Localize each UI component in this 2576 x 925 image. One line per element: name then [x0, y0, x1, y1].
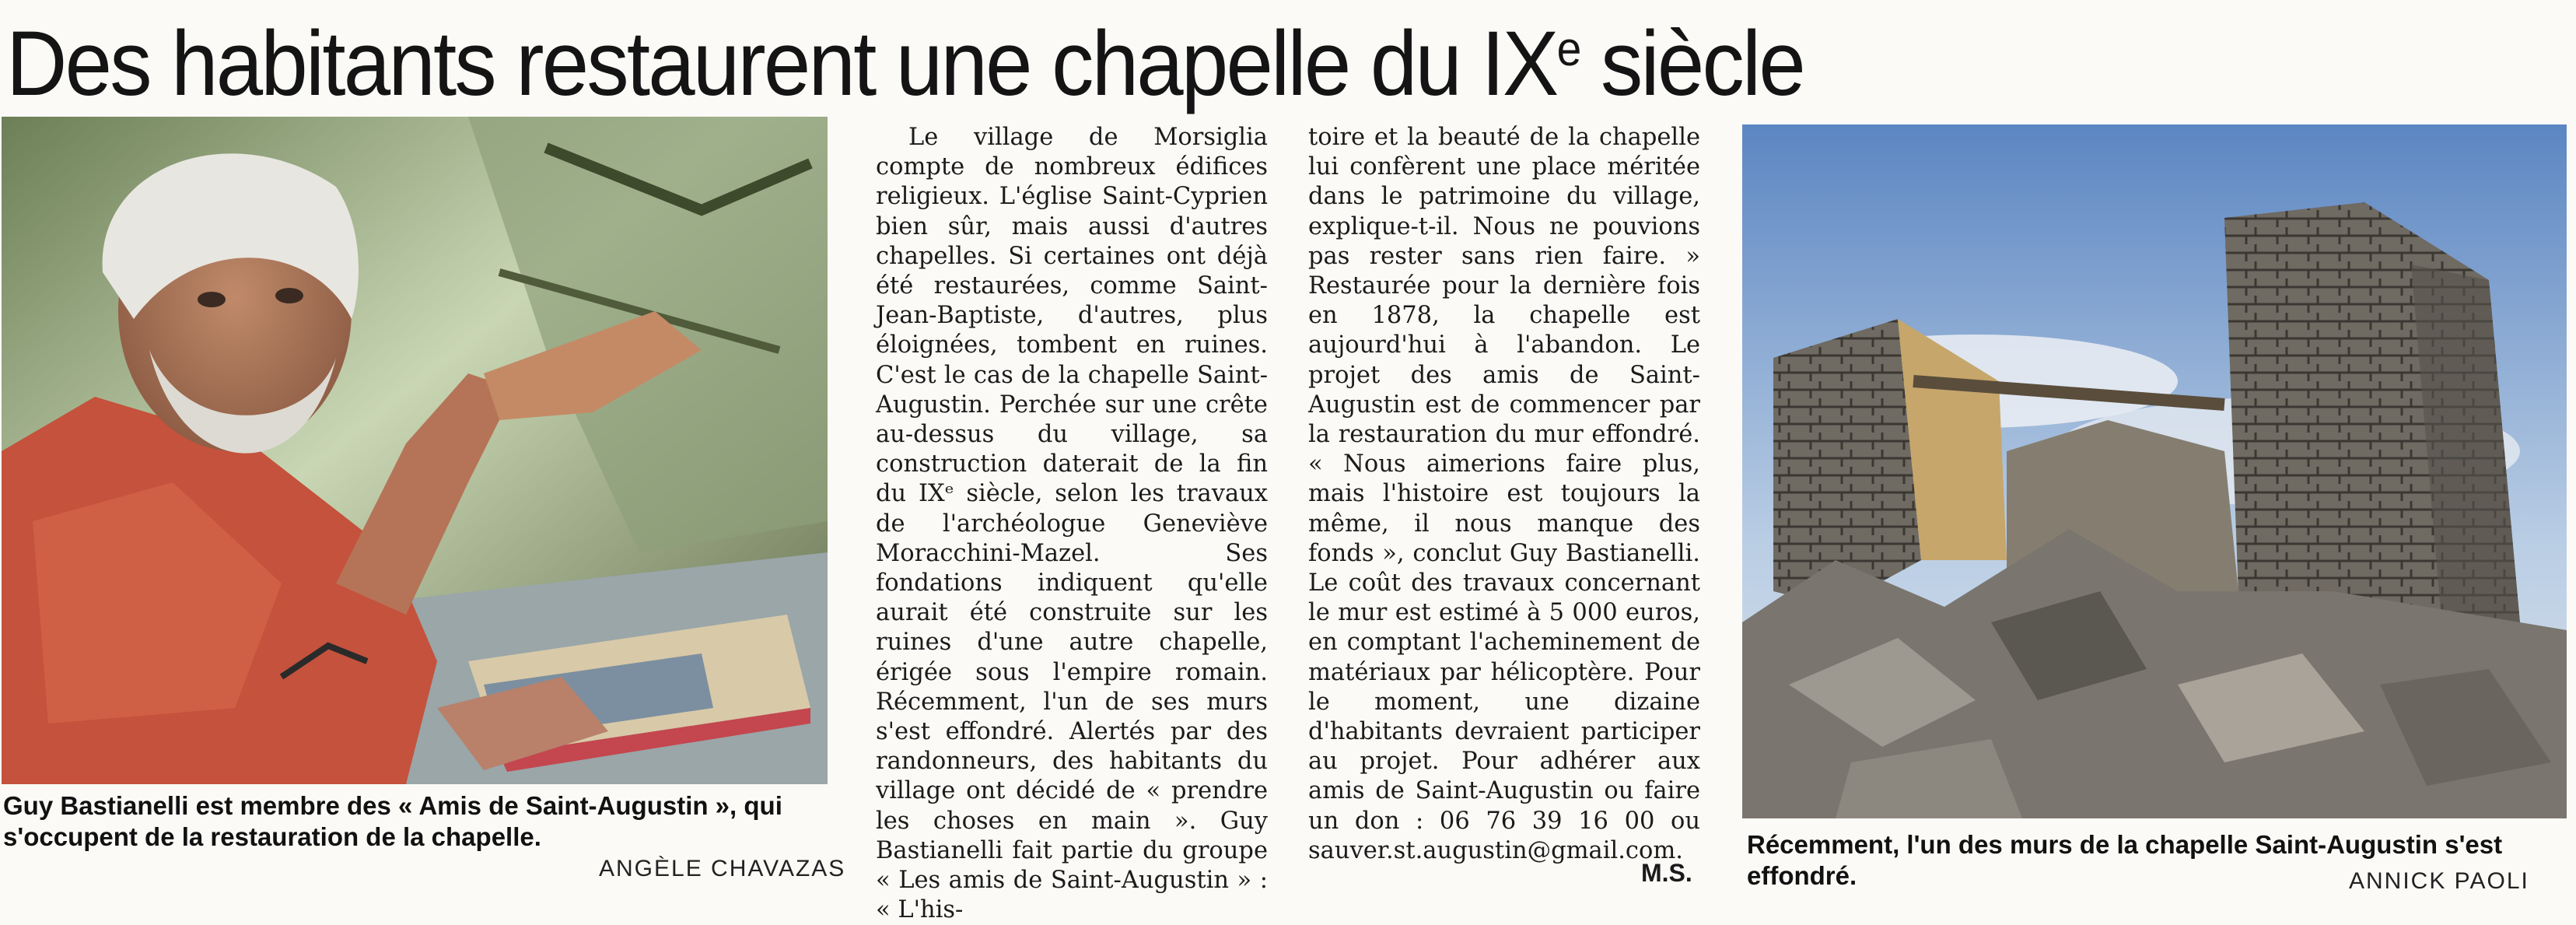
- headline-superscript: e: [1556, 23, 1580, 76]
- caption-right: Récemment, l'un des murs de la chapelle Saint-Augustin s'est effondré.: [1747, 830, 2503, 890]
- photo-credit-right: ANNICK PAOLI: [2349, 868, 2529, 894]
- article-text-col1: Le village de Morsiglia compte de nombreux édifices religieux. L'église Saint-Cyprien bien sûr, mais aussi d'autres chapelles. Si certaines ont déjà été restaurées, comme Saint-Jean-Baptiste, d'autres, plus éloignées, tombent en ruines. C'est le cas de la chapelle Saint-Augustin. Perchée sur une crête au-dessus du village, sa construction daterait de la fin du IXᵉ siècle, selon les travaux de l'archéologue Geneviève Moracchini-Mazel. Ses fondations indiquent qu'elle aurait été construite sur les ruines d'une autre chapelle, érigée sous l'empire romain. Récemment, l'un de ses murs s'est effondré. Alertés par des randonneurs, des habitants du village ont décidé de « prendre les choses en main ». Guy Bastianelli fait partie du groupe « Les amis de Saint-Augustin » : « L'his-: [876, 124, 1268, 924]
- article-text-col2: toire et la beauté de la chapelle lui confèrent une place méritée dans le patrimoine du village, explique-t-il. Nous ne pouvions pas rester sans rien faire. » Restaurée pour la dernière fois en 1878, la chapelle est aujourd'hui à l'abandon. Le projet des amis de Saint-Augustin est de commencer par la restauration du mur effondré. « Nous aimerions faire plus, mais l'histoire est toujours la même, il nous manque des fonds », conclut Guy Bastianelli. Le coût des travaux concernant le mur est estimé à 5 000 euros, en comptant l'acheminement de matériaux par hélicoptère. Pour le moment, une dizaine d'habitants devraient participer au projet. Pour adhérer aux amis de Saint-Augustin ou faire un don : 06 76 39 16 00 ou sauver.st.augustin@gmail.com.: [1308, 124, 1700, 864]
- photo-guy-bastianelli: [2, 117, 828, 784]
- headline: [6, 0, 2153, 115]
- author-signature: M.S.: [1641, 859, 1692, 887]
- article-column-2: [1308, 123, 1700, 866]
- photo-credit-left: ANGÈLE CHAVAZAS: [599, 856, 846, 881]
- photo-chapel-ruins: [1742, 124, 2567, 818]
- article-column-1: [876, 123, 1268, 925]
- headline-tail: siècle: [1579, 12, 1804, 115]
- caption-left: Guy Bastianelli est membre des « Amis de Saint-Augustin », qui s'occupent de la restauration de la chapelle.: [3, 791, 782, 851]
- headline-main: Des habitants restaurent une chapelle du IX: [6, 12, 1557, 115]
